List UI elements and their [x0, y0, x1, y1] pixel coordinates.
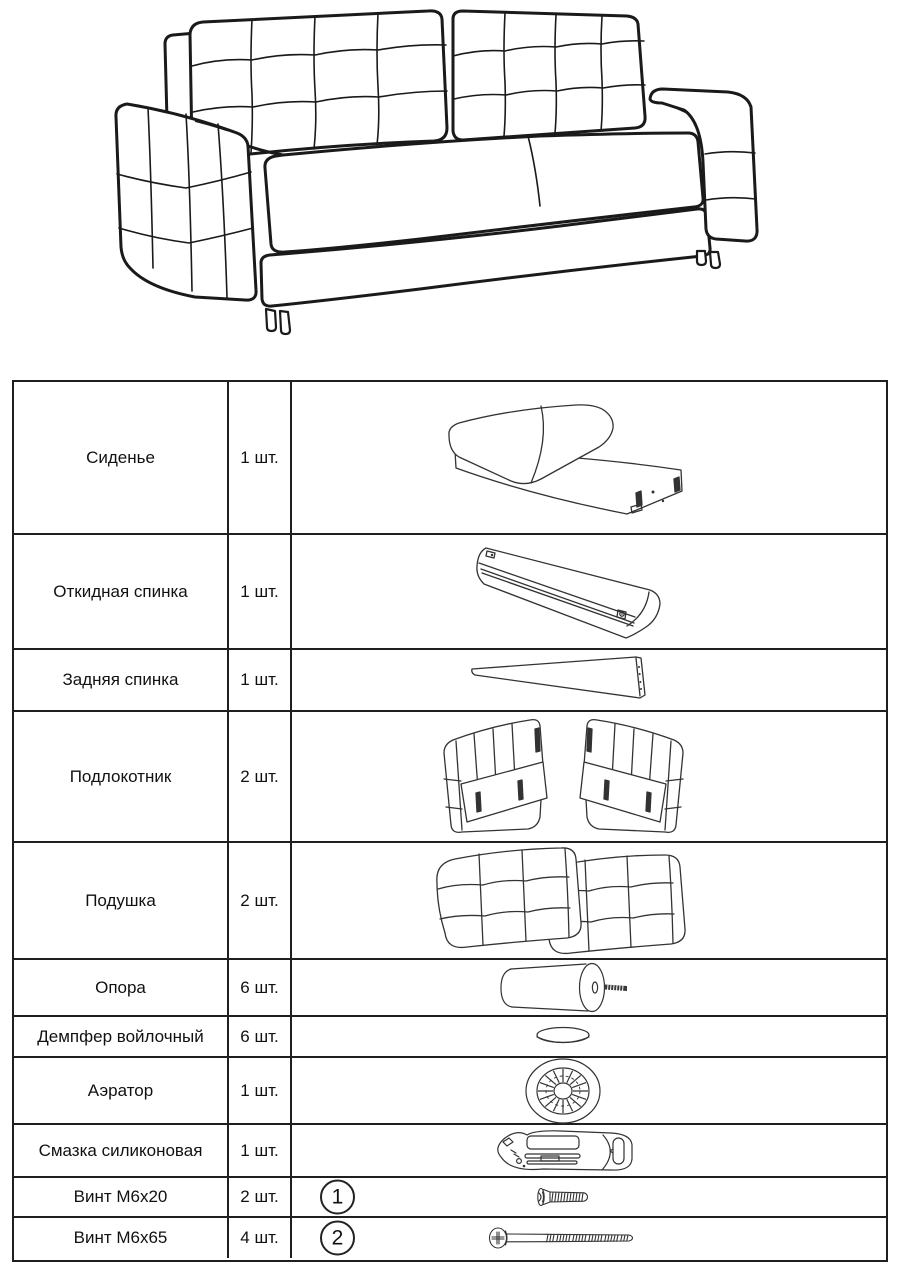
sofa-line-drawing: [110, 2, 765, 352]
part-qty: 1 шт.: [227, 535, 292, 648]
part-qty: 1 шт.: [227, 1058, 292, 1123]
cushion-illustration: [423, 843, 703, 958]
part-name: Смазка силиконовая: [38, 1140, 203, 1160]
part-qty: 1 шт.: [227, 1125, 292, 1176]
rear-back-illustration: [466, 655, 661, 705]
table-row: [14, 710, 886, 841]
part-image-cell: [292, 1058, 886, 1123]
table-row: [14, 648, 886, 710]
part-image-cell: [292, 650, 886, 710]
table-row: [14, 1123, 886, 1176]
table-row: [14, 1216, 886, 1258]
part-name: Винт M6x65: [73, 1228, 168, 1248]
part-qty: 1 шт.: [227, 650, 292, 710]
part-name: Опора: [95, 977, 146, 997]
parts-table: [12, 380, 888, 1262]
part-qty: 1 шт.: [227, 382, 292, 533]
table-row: [14, 533, 886, 648]
sofa-illustration: [110, 2, 765, 352]
part-image-cell: [292, 960, 886, 1015]
step-marker: 2: [320, 1221, 355, 1256]
table-row: [14, 1015, 886, 1056]
part-qty: 2 шт.: [227, 843, 292, 958]
screw-m6x20-illustration: [534, 1186, 592, 1208]
part-image-cell: [292, 1125, 886, 1176]
part-image-cell: [292, 1178, 886, 1216]
part-name: Демпфер войлочный: [37, 1026, 204, 1046]
part-name: Сиденье: [86, 447, 155, 467]
part-image-cell: [292, 712, 886, 841]
part-image-cell: [292, 535, 886, 648]
armrest-illustration: [436, 717, 691, 837]
part-name: Аэратор: [87, 1080, 154, 1100]
screw-m6x65-illustration: [488, 1226, 638, 1250]
part-qty: 2 шт.: [227, 1178, 292, 1216]
part-image-cell: [292, 843, 886, 958]
part-qty: 6 шт.: [227, 1017, 292, 1056]
leg-illustration: [493, 960, 633, 1016]
aerator-illustration: [523, 1056, 603, 1126]
table-row: [14, 382, 886, 533]
table-row: [14, 958, 886, 1015]
part-name: Винт M6x20: [73, 1187, 168, 1207]
part-name: Задняя спинка: [62, 670, 179, 690]
part-name: Откидная спинка: [53, 581, 188, 601]
table-row: [14, 841, 886, 958]
seat-illustration: [431, 395, 696, 520]
part-qty: 2 шт.: [227, 712, 292, 841]
part-image-cell: [292, 1218, 886, 1258]
grease-pack-illustration: [491, 1127, 636, 1175]
part-name: Подлокотник: [69, 766, 172, 786]
table-row: [14, 1176, 886, 1216]
folding-back-illustration: [458, 542, 668, 642]
part-qty: 4 шт.: [227, 1218, 292, 1258]
step-marker: 1: [320, 1180, 355, 1215]
table-row: [14, 1056, 886, 1123]
part-image-cell: [292, 1017, 886, 1056]
part-image-cell: [292, 382, 886, 533]
part-name: Подушка: [85, 890, 156, 910]
felt-damper-illustration: [533, 1025, 593, 1049]
part-qty: 6 шт.: [227, 960, 292, 1015]
